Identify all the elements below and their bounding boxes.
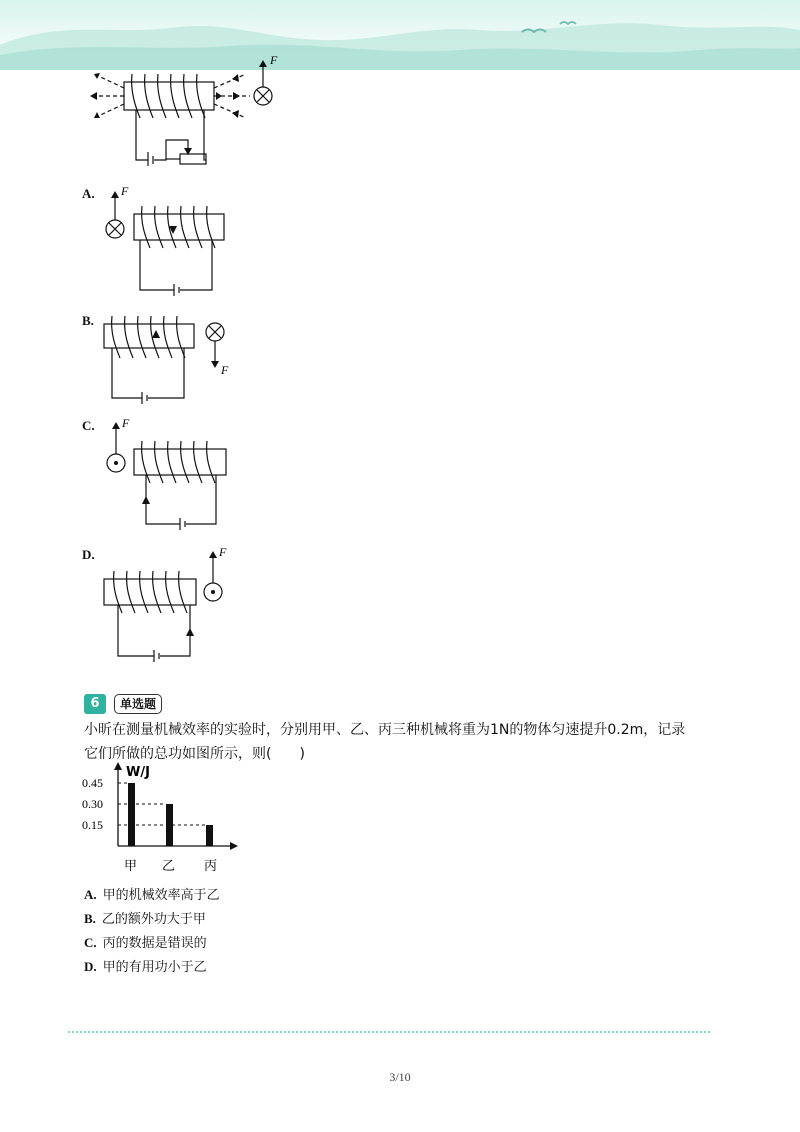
answer-text: 甲的机械效率高于乙 [102, 888, 220, 903]
page-number: 3/10 [389, 1070, 411, 1084]
force-label: F [121, 184, 129, 198]
question-type-badge: 单选题 [114, 694, 162, 714]
answer-option-a[interactable] [84, 883, 484, 907]
answer-letter: D. [84, 959, 97, 974]
option-a-letter: A. [82, 186, 95, 201]
force-label: F [219, 545, 227, 559]
option-b-letter: B. [82, 313, 94, 328]
force-label: F [122, 416, 130, 430]
option-c-letter: C. [82, 418, 95, 433]
question-stem-line: 它们所做的总功如图所示，则( ) [84, 746, 305, 762]
x-category-label: 甲 [124, 859, 138, 874]
option-d-letter: D. [82, 547, 95, 562]
bar [206, 825, 213, 846]
x-axis-arrow [230, 842, 238, 850]
option-a-figure [100, 182, 240, 297]
option-b-figure [100, 308, 240, 408]
y-tick-label: 0.15 [82, 818, 103, 832]
y-tick-label: 0.30 [82, 797, 103, 811]
y-tick-label: 0.45 [82, 776, 103, 790]
bar [128, 783, 135, 846]
work-bar-chart [80, 762, 250, 882]
answer-letter: B. [84, 911, 96, 926]
answer-text: 甲的有用功小于乙 [102, 960, 207, 975]
force-label: F [221, 363, 229, 377]
answer-text: 乙的额外功大于甲 [101, 912, 206, 927]
solenoid-main-figure [80, 52, 280, 172]
answer-option-d[interactable] [84, 955, 484, 979]
question-stem-line: 小昕在测量机械效率的实验时，分别用甲、乙、丙三种机械将重为1N的物体匀速提升0.2m，记录 [84, 722, 686, 738]
answer-options [84, 883, 484, 979]
x-category-label: 乙 [162, 859, 176, 874]
answer-letter: A. [84, 887, 97, 902]
answer-option-c[interactable] [84, 931, 484, 955]
answer-letter: C. [84, 935, 97, 950]
x-category-label: 丙 [204, 859, 218, 874]
footer-divider [68, 1031, 710, 1033]
y-axis-label: W/J [126, 765, 150, 780]
y-axis-arrow [114, 762, 122, 770]
question-stem [84, 718, 704, 766]
answer-text: 丙的数据是错误的 [102, 936, 207, 951]
answer-option-b[interactable] [84, 907, 484, 931]
force-label: F [270, 53, 278, 67]
option-d-figure [100, 542, 240, 664]
question-number-badge: 6 [84, 694, 106, 714]
option-c-figure [100, 412, 240, 534]
